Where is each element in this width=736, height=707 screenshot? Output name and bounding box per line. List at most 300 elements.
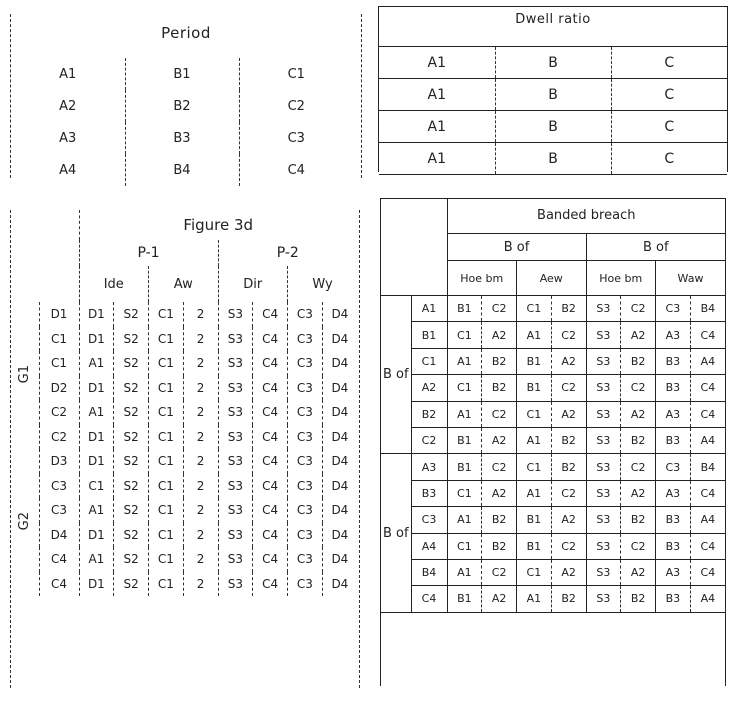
table-cell: C3 bbox=[288, 327, 323, 352]
table-cell: S2 bbox=[114, 400, 149, 425]
table-cell: B3 bbox=[656, 507, 691, 533]
row-label: D2 bbox=[39, 376, 79, 401]
table-row bbox=[381, 401, 725, 427]
table-cell: D4 bbox=[322, 523, 357, 548]
table-cell: A3 bbox=[656, 480, 691, 506]
table-row bbox=[11, 425, 357, 450]
row-group-text: G2 bbox=[17, 511, 33, 531]
table-cell: C3 bbox=[288, 302, 323, 327]
table-cell: A1 bbox=[79, 400, 114, 425]
table-cell: D4 bbox=[322, 351, 357, 376]
table-cell: A2 bbox=[621, 401, 656, 427]
table-cell: C3 bbox=[288, 572, 323, 597]
table-row bbox=[11, 400, 357, 425]
row-label: A4 bbox=[411, 533, 447, 559]
table-cell: A2 bbox=[59, 98, 77, 114]
row-label: C2 bbox=[39, 400, 79, 425]
table-cell: D1 bbox=[79, 327, 114, 352]
table-cell: D4 bbox=[322, 474, 357, 499]
period-panel bbox=[10, 14, 362, 178]
row-label: A2 bbox=[411, 375, 447, 401]
table-cell: A2 bbox=[482, 480, 517, 506]
table-cell: C1 bbox=[239, 58, 353, 90]
table-cell: C1 bbox=[149, 474, 184, 499]
table-cell: A4 bbox=[690, 348, 725, 374]
table-cell: B2 bbox=[621, 507, 656, 533]
table-cell: D4 bbox=[322, 425, 357, 450]
table-cell: C2 bbox=[551, 533, 586, 559]
table-cell: C3 bbox=[288, 400, 323, 425]
table-cell: S3 bbox=[218, 376, 253, 401]
banded-table bbox=[381, 198, 725, 613]
table-cell: A4 bbox=[690, 586, 725, 612]
table-cell: A1 bbox=[79, 547, 114, 572]
table-cell: B3 bbox=[656, 348, 691, 374]
table-row bbox=[11, 58, 353, 90]
row-label: C4 bbox=[39, 572, 79, 597]
table-cell: B2 bbox=[482, 348, 517, 374]
table-cell: S2 bbox=[114, 449, 149, 474]
table-cell: C1 bbox=[149, 498, 184, 523]
table-cell: C1 bbox=[79, 474, 114, 499]
table-cell: C bbox=[611, 111, 727, 143]
table-cell: A2 bbox=[551, 401, 586, 427]
table-cell: A2 bbox=[482, 586, 517, 612]
table-cell: B1 bbox=[447, 586, 482, 612]
table-row bbox=[381, 454, 725, 480]
table-cell: S3 bbox=[218, 523, 253, 548]
table-cell: S2 bbox=[114, 572, 149, 597]
table-cell: A1 bbox=[447, 507, 482, 533]
table-cell: D1 bbox=[79, 572, 114, 597]
table-cell: 2 bbox=[183, 547, 218, 572]
table-cell: C2 bbox=[551, 322, 586, 348]
row-group-label: B of bbox=[381, 454, 411, 612]
row-group-label: B of bbox=[381, 296, 411, 454]
table-row bbox=[381, 533, 725, 559]
table-row bbox=[381, 296, 725, 322]
dwell-table bbox=[379, 46, 727, 175]
table-cell: S3 bbox=[586, 507, 621, 533]
table-row bbox=[381, 427, 725, 453]
table-cell: C1 bbox=[149, 547, 184, 572]
table-cell: A2 bbox=[482, 322, 517, 348]
table-cell: B4 bbox=[690, 454, 725, 480]
table-cell: B2 bbox=[621, 348, 656, 374]
figure-group-1: P-1 bbox=[79, 240, 218, 266]
table-cell: C2 bbox=[551, 375, 586, 401]
table-cell: B2 bbox=[551, 586, 586, 612]
table-cell: D4 bbox=[322, 498, 357, 523]
table-cell: B2 bbox=[551, 427, 586, 453]
table-cell: B bbox=[495, 47, 611, 79]
banded-subgroup: Hoe bm bbox=[447, 261, 517, 296]
table-row bbox=[381, 559, 725, 585]
table-cell: S3 bbox=[586, 375, 621, 401]
table-cell: S2 bbox=[114, 376, 149, 401]
table-cell: C4 bbox=[253, 449, 288, 474]
table-cell: A2 bbox=[482, 427, 517, 453]
row-label: D3 bbox=[39, 449, 79, 474]
table-cell: B2 bbox=[125, 90, 239, 122]
table-cell: C4 bbox=[253, 474, 288, 499]
table-cell: B3 bbox=[656, 427, 691, 453]
table-row bbox=[379, 111, 727, 143]
table-cell: 2 bbox=[183, 498, 218, 523]
figure-group-2: P-2 bbox=[218, 240, 357, 266]
table-cell: D4 bbox=[322, 327, 357, 352]
row-group-text: G1 bbox=[17, 364, 33, 384]
row-label: C1 bbox=[39, 351, 79, 376]
table-cell: C1 bbox=[447, 533, 482, 559]
figure-subgroup: Dir bbox=[218, 266, 288, 302]
table-row bbox=[379, 79, 727, 111]
table-cell: C1 bbox=[447, 480, 482, 506]
table-cell: B1 bbox=[447, 454, 482, 480]
table-cell: C4 bbox=[253, 302, 288, 327]
row-label: C2 bbox=[411, 427, 447, 453]
table-cell: B2 bbox=[482, 375, 517, 401]
table-cell: S3 bbox=[586, 586, 621, 612]
table-cell: A3 bbox=[656, 559, 691, 585]
table-cell: A2 bbox=[621, 322, 656, 348]
table-cell: 2 bbox=[183, 523, 218, 548]
table-cell: C2 bbox=[621, 454, 656, 480]
row-label: C3 bbox=[411, 507, 447, 533]
table-cell: B2 bbox=[482, 533, 517, 559]
table-cell: C1 bbox=[149, 351, 184, 376]
table-cell: C3 bbox=[288, 425, 323, 450]
table-cell: A2 bbox=[621, 480, 656, 506]
table-cell: S3 bbox=[586, 322, 621, 348]
table-cell: C1 bbox=[149, 449, 184, 474]
table-cell: 2 bbox=[183, 376, 218, 401]
table-cell: 2 bbox=[183, 400, 218, 425]
table-cell: B3 bbox=[656, 533, 691, 559]
figure-panel bbox=[10, 210, 360, 688]
table-row bbox=[11, 376, 357, 401]
table-cell: S2 bbox=[114, 351, 149, 376]
table-cell: B4 bbox=[125, 154, 239, 186]
table-cell: C1 bbox=[447, 322, 482, 348]
banded-panel bbox=[380, 198, 726, 686]
table-cell: B1 bbox=[517, 533, 552, 559]
table-cell: S3 bbox=[586, 559, 621, 585]
table-cell: A3 bbox=[656, 322, 691, 348]
table-cell: C1 bbox=[149, 376, 184, 401]
figure-subgroup: Ide bbox=[79, 266, 149, 302]
table-cell: A1 bbox=[379, 143, 495, 175]
banded-group-2: B of bbox=[586, 234, 725, 261]
table-cell: B2 bbox=[621, 586, 656, 612]
table-row bbox=[11, 572, 357, 597]
table-row bbox=[379, 143, 727, 175]
table-cell: S2 bbox=[114, 327, 149, 352]
table-cell: D1 bbox=[79, 449, 114, 474]
table-cell: A1 bbox=[379, 79, 495, 111]
table-cell: C3 bbox=[239, 122, 353, 154]
table-row bbox=[11, 547, 357, 572]
table-cell: A1 bbox=[379, 111, 495, 143]
table-cell: C3 bbox=[656, 296, 691, 322]
table-row bbox=[11, 498, 357, 523]
table-cell: D1 bbox=[79, 425, 114, 450]
table-row bbox=[381, 480, 725, 506]
table-cell: C4 bbox=[253, 327, 288, 352]
table-row bbox=[381, 586, 725, 612]
table-cell: C4 bbox=[253, 498, 288, 523]
table-cell: B2 bbox=[551, 296, 586, 322]
table-cell: A1 bbox=[517, 480, 552, 506]
period-table bbox=[11, 58, 353, 186]
table-cell: C2 bbox=[482, 401, 517, 427]
table-cell: S3 bbox=[218, 302, 253, 327]
banded-subgroup: Aew bbox=[517, 261, 587, 296]
table-cell: A1 bbox=[379, 47, 495, 79]
table-row bbox=[11, 449, 357, 474]
table-cell: S3 bbox=[218, 327, 253, 352]
table-cell: D1 bbox=[79, 376, 114, 401]
table-cell: C4 bbox=[253, 351, 288, 376]
table-cell: S3 bbox=[586, 480, 621, 506]
table-cell: A1 bbox=[517, 322, 552, 348]
table-cell: A1 bbox=[447, 401, 482, 427]
table-cell: 2 bbox=[183, 474, 218, 499]
table-cell: A4 bbox=[59, 162, 77, 178]
table-cell: B1 bbox=[447, 296, 482, 322]
table-cell: B1 bbox=[517, 348, 552, 374]
figure-subgroup: Wy bbox=[288, 266, 358, 302]
row-label: B1 bbox=[411, 322, 447, 348]
table-cell: C4 bbox=[253, 547, 288, 572]
row-label: A3 bbox=[411, 454, 447, 480]
table-cell: S3 bbox=[586, 296, 621, 322]
table-cell: B2 bbox=[551, 454, 586, 480]
table-cell: C2 bbox=[621, 375, 656, 401]
table-row bbox=[11, 351, 357, 376]
table-cell: B4 bbox=[690, 296, 725, 322]
table-cell: D4 bbox=[322, 572, 357, 597]
table-cell: A1 bbox=[79, 351, 114, 376]
table-cell: C2 bbox=[621, 533, 656, 559]
table-cell: A1 bbox=[517, 427, 552, 453]
table-cell: A4 bbox=[690, 427, 725, 453]
dwell-caption: Dwell ratio bbox=[515, 12, 591, 27]
row-label: A1 bbox=[411, 296, 447, 322]
table-cell: D4 bbox=[322, 302, 357, 327]
banded-group-1: B of bbox=[447, 234, 586, 261]
table-cell: S2 bbox=[114, 547, 149, 572]
table-cell: C1 bbox=[517, 559, 552, 585]
table-cell: C2 bbox=[239, 90, 353, 122]
table-row bbox=[381, 322, 725, 348]
table-row bbox=[381, 507, 725, 533]
table-cell: C2 bbox=[482, 454, 517, 480]
table-cell: S3 bbox=[218, 351, 253, 376]
table-cell: C1 bbox=[149, 425, 184, 450]
row-label: C1 bbox=[411, 348, 447, 374]
table-cell: C1 bbox=[149, 302, 184, 327]
table-row bbox=[379, 47, 727, 79]
table-cell: S3 bbox=[218, 449, 253, 474]
table-cell: S2 bbox=[114, 474, 149, 499]
table-cell: 2 bbox=[183, 351, 218, 376]
banded-subgroup: Hoe bm bbox=[586, 261, 656, 296]
table-cell: 2 bbox=[183, 449, 218, 474]
table-cell: D4 bbox=[322, 547, 357, 572]
table-cell: 2 bbox=[183, 327, 218, 352]
table-cell: A1 bbox=[447, 559, 482, 585]
row-label: C1 bbox=[39, 327, 79, 352]
table-cell: A1 bbox=[79, 498, 114, 523]
table-cell: S3 bbox=[586, 533, 621, 559]
table-cell: S3 bbox=[586, 454, 621, 480]
table-cell: B3 bbox=[656, 375, 691, 401]
table-cell: C2 bbox=[482, 559, 517, 585]
table-cell: C4 bbox=[239, 154, 353, 186]
table-cell: C3 bbox=[288, 547, 323, 572]
table-cell: C3 bbox=[288, 376, 323, 401]
table-cell: C4 bbox=[253, 425, 288, 450]
table-cell: S3 bbox=[218, 425, 253, 450]
banded-subgroup: Waw bbox=[656, 261, 726, 296]
table-cell: B bbox=[495, 111, 611, 143]
table-cell: B1 bbox=[447, 427, 482, 453]
table-cell: B bbox=[495, 79, 611, 111]
table-cell: A2 bbox=[551, 348, 586, 374]
row-label: B4 bbox=[411, 559, 447, 585]
row-label: D4 bbox=[39, 523, 79, 548]
table-cell: S3 bbox=[218, 400, 253, 425]
table-row bbox=[11, 474, 357, 499]
table-cell: S2 bbox=[114, 302, 149, 327]
table-cell: B3 bbox=[656, 586, 691, 612]
table-cell: C4 bbox=[690, 559, 725, 585]
table-cell: C4 bbox=[690, 322, 725, 348]
period-caption: Period bbox=[161, 24, 211, 42]
dwell-panel bbox=[378, 6, 728, 172]
table-cell: B bbox=[495, 143, 611, 175]
table-cell: A3 bbox=[59, 130, 77, 146]
row-label: B3 bbox=[411, 480, 447, 506]
row-group-label bbox=[11, 449, 39, 596]
table-cell: D1 bbox=[79, 523, 114, 548]
table-cell: 2 bbox=[183, 425, 218, 450]
row-label: C2 bbox=[39, 425, 79, 450]
table-cell: 2 bbox=[183, 302, 218, 327]
table-cell: C1 bbox=[149, 572, 184, 597]
table-cell: A2 bbox=[621, 559, 656, 585]
table-cell: C1 bbox=[149, 523, 184, 548]
table-cell: C bbox=[611, 79, 727, 111]
table-cell: D4 bbox=[322, 449, 357, 474]
table-cell: C4 bbox=[690, 375, 725, 401]
table-cell: S2 bbox=[114, 425, 149, 450]
table-cell: C bbox=[611, 47, 727, 79]
table-row bbox=[11, 90, 353, 122]
row-label: D1 bbox=[39, 302, 79, 327]
table-cell: C3 bbox=[288, 449, 323, 474]
table-cell: C1 bbox=[149, 327, 184, 352]
table-cell: C4 bbox=[253, 376, 288, 401]
table-row bbox=[11, 523, 357, 548]
table-row bbox=[11, 327, 357, 352]
figure-caption: Figure 3d bbox=[79, 210, 357, 240]
table-row bbox=[381, 348, 725, 374]
row-label: C4 bbox=[39, 547, 79, 572]
table-cell: S3 bbox=[586, 401, 621, 427]
table-cell: D1 bbox=[79, 302, 114, 327]
table-cell: S3 bbox=[218, 547, 253, 572]
table-cell: S3 bbox=[218, 474, 253, 499]
table-cell: D4 bbox=[322, 376, 357, 401]
table-cell: S3 bbox=[586, 348, 621, 374]
table-cell: A3 bbox=[656, 401, 691, 427]
table-cell: D4 bbox=[322, 400, 357, 425]
row-label: C4 bbox=[411, 586, 447, 612]
table-cell: A2 bbox=[551, 559, 586, 585]
banded-caption: Banded breach bbox=[447, 199, 725, 234]
figure-subgroup: Aw bbox=[149, 266, 219, 302]
table-cell: 2 bbox=[183, 572, 218, 597]
table-cell: C1 bbox=[517, 401, 552, 427]
table-cell: C3 bbox=[288, 351, 323, 376]
table-cell: C2 bbox=[621, 296, 656, 322]
table-row bbox=[11, 154, 353, 186]
table-cell: C3 bbox=[288, 474, 323, 499]
row-label: C3 bbox=[39, 474, 79, 499]
table-cell: C4 bbox=[253, 523, 288, 548]
table-cell: A1 bbox=[447, 348, 482, 374]
table-cell: C2 bbox=[482, 296, 517, 322]
table-row bbox=[381, 375, 725, 401]
table-cell: C1 bbox=[149, 400, 184, 425]
row-group-label bbox=[11, 302, 39, 449]
figure-table bbox=[11, 210, 357, 596]
table-cell: B2 bbox=[621, 427, 656, 453]
table-cell: C1 bbox=[517, 454, 552, 480]
table-cell: C4 bbox=[253, 572, 288, 597]
table-cell: B1 bbox=[517, 507, 552, 533]
table-cell: C2 bbox=[551, 480, 586, 506]
table-cell: C4 bbox=[690, 401, 725, 427]
table-cell: B2 bbox=[482, 507, 517, 533]
table-row bbox=[11, 122, 353, 154]
table-cell: A1 bbox=[59, 66, 77, 82]
table-cell: S3 bbox=[586, 427, 621, 453]
table-row bbox=[11, 302, 357, 327]
table-cell: C4 bbox=[690, 533, 725, 559]
table-cell: B1 bbox=[125, 58, 239, 90]
table-cell: C1 bbox=[517, 296, 552, 322]
table-cell: A2 bbox=[551, 507, 586, 533]
table-cell: B3 bbox=[125, 122, 239, 154]
row-label: B2 bbox=[411, 401, 447, 427]
table-cell: C4 bbox=[690, 480, 725, 506]
table-cell: B1 bbox=[517, 375, 552, 401]
table-cell: S3 bbox=[218, 572, 253, 597]
table-cell: C3 bbox=[288, 498, 323, 523]
table-cell: C bbox=[611, 143, 727, 175]
table-cell: S2 bbox=[114, 523, 149, 548]
row-label: C3 bbox=[39, 498, 79, 523]
table-cell: A4 bbox=[690, 507, 725, 533]
table-cell: S3 bbox=[218, 498, 253, 523]
table-cell: C3 bbox=[288, 523, 323, 548]
table-cell: A1 bbox=[517, 586, 552, 612]
table-cell: S2 bbox=[114, 498, 149, 523]
table-cell: C1 bbox=[447, 375, 482, 401]
